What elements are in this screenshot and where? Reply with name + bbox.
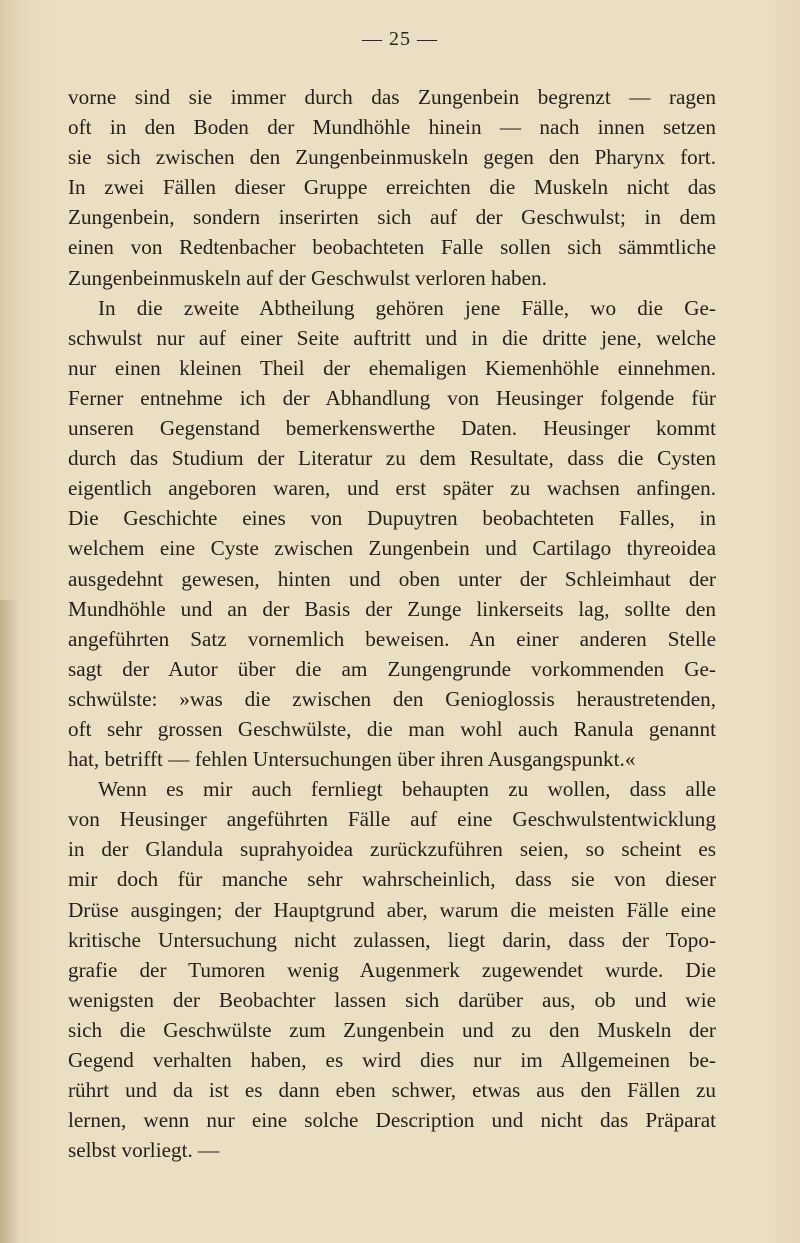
text-line: oft sehr grossen Geschwülste, die man wohl auch Ranula genannt: [68, 716, 716, 741]
text-line: rührt und da ist es dann eben schwer, etwas aus den Fällen zu: [68, 1078, 716, 1103]
text-line: nur einen kleinen Theil der ehemaligen Kiemenhöhle einnehmen.: [68, 355, 716, 380]
text-line: lernen, wenn nur eine solche Description und nicht das Präparat: [68, 1108, 716, 1133]
page-edge-shadow: [0, 600, 20, 1243]
text-line: eigentlich angeboren waren, und erst später zu wachsen anfingen.: [68, 476, 716, 501]
text-line: grafie der Tumoren wenig Augenmerk zugewendet wurde. Die: [68, 957, 716, 982]
text-line: wenigsten der Beobachter lassen sich darüber aus, ob und wie: [68, 987, 716, 1012]
text-line: durch das Studium der Literatur zu dem Resultate, dass die Cysten: [68, 446, 716, 471]
text-line: selbst vorliegt. —: [68, 1138, 220, 1163]
text-line: Gegend verhalten haben, es wird dies nur im Allgemeinen be-: [68, 1048, 716, 1072]
text-line: Die Geschichte eines von Dupuytren beobachteten Falles, in: [68, 506, 716, 531]
text-line: oft in den Boden der Mundhöhle hinein — nach innen setzen: [68, 115, 716, 140]
text-line: Mundhöhle und an der Basis der Zunge linkerseits lag, sollte den: [68, 596, 716, 621]
text-line: angeführten Satz vornemlich beweisen. An einer anderen Stelle: [68, 626, 716, 651]
text-line: einen von Redtenbacher beobachteten Falle sollen sich sämmtliche: [68, 235, 716, 260]
text-line: ausgedehnt gewesen, hinten und oben unter der Schleimhaut der: [68, 566, 716, 591]
text-line: in der Glandula suprahyoidea zurückzuführen seien, so scheint es: [68, 837, 716, 862]
text-line: sich die Geschwülste zum Zungenbein und zu den Muskeln der: [68, 1017, 716, 1042]
body-text: [68, 82, 716, 1165]
text-line: Drüse ausgingen; der Hauptgrund aber, warum die meisten Fälle eine: [68, 897, 716, 922]
text-line: schwulst nur auf einer Seite auftritt und in die dritte jene, welche: [68, 325, 716, 350]
text-line: Zungenbeinmuskeln auf der Geschwulst verloren haben.: [68, 265, 547, 290]
text-line: mir doch für manche sehr wahrscheinlich, dass sie von dieser: [68, 867, 716, 892]
page-number: — 25 —: [362, 28, 438, 50]
text-line: Zungenbein, sondern inserirten sich auf der Geschwulst; in dem: [68, 205, 716, 230]
text-line: In zwei Fällen dieser Gruppe erreichten die Muskeln nicht das: [68, 175, 716, 200]
text-line: hat, betrifft — fehlen Untersuchungen über ihren Ausgangspunkt.«: [68, 747, 636, 772]
text-line: schwülste: »was die zwischen den Genioglossis heraustretenden,: [68, 686, 716, 711]
text-line: vorne sind sie immer durch das Zungenbein begrenzt — ragen: [68, 85, 716, 109]
text-line: welchem eine Cyste zwischen Zungenbein und Cartilago thyreoidea: [68, 536, 716, 561]
text-line: Wenn es mir auch fernliegt behaupten zu wollen, dass alle: [98, 777, 716, 802]
text-line: In die zweite Abtheilung gehören jene Fälle, wo die Ge-: [98, 295, 716, 320]
text-line: sie sich zwischen den Zungenbeinmuskeln gegen den Pharynx fort.: [68, 145, 716, 170]
text-line: sagt der Autor über die am Zungengrunde vorkommenden Ge-: [68, 656, 716, 681]
text-line: unseren Gegenstand bemerkenswerthe Daten. Heusinger kommt: [68, 416, 716, 441]
text-line: kritische Untersuchung nicht zulassen, liegt darin, dass der Topo-: [68, 927, 716, 952]
text-line: Ferner entnehme ich der Abhandlung von Heusinger folgende für: [68, 385, 716, 410]
text-line: von Heusinger angeführten Fälle auf eine Geschwulstentwicklung: [68, 807, 716, 832]
